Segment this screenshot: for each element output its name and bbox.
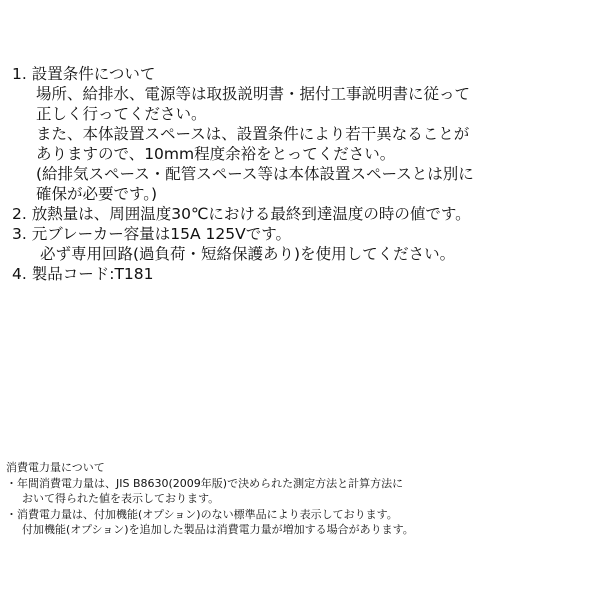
note-heading-1: 1. 設置条件について — [12, 65, 156, 83]
energy-line: ・消費電力量は、付加機能(オプション)のない標準品により表示しております。 — [6, 507, 398, 521]
note-line: 正しく行ってください。 — [36, 105, 207, 123]
note-line: 確保が必要です。) — [36, 185, 158, 203]
note-line: 必ず専用回路(過負荷・短絡保護あり)を使用してください。 — [40, 245, 456, 263]
note-line: ありますので、10mm程度余裕をとってください。 — [36, 145, 396, 163]
energy-consumption-notes — [6, 460, 606, 538]
energy-line: おいて得られた値を表示しております。 — [22, 492, 220, 505]
energy-line: 付加機能(オプション)を追加した製品は消費電力量が増加する場合があります。 — [22, 523, 414, 536]
note-heading-2: 2. 放熱量は、周囲温度30℃における最終到達温度の時の値です。 — [12, 205, 471, 223]
energy-title: 消費電力量について — [6, 461, 105, 474]
note-line: 場所、給排水、電源等は取扱説明書・据付工事説明書に従って — [36, 85, 471, 103]
note-line: また、本体設置スペースは、設置条件により若干異なることが — [36, 125, 470, 143]
note-line: (給排気スペース・配管スペース等は本体設置スペースとは別に — [36, 165, 474, 183]
installation-notes — [12, 64, 602, 284]
note-heading-4: 4. 製品コード:T181 — [12, 265, 154, 283]
note-heading-3: 3. 元ブレーカー容量は15A 125Vです。 — [12, 225, 291, 243]
energy-line: ・年間消費電力量は、JIS B8630(2009年版)で決められた測定方法と計算方法に — [6, 476, 404, 490]
